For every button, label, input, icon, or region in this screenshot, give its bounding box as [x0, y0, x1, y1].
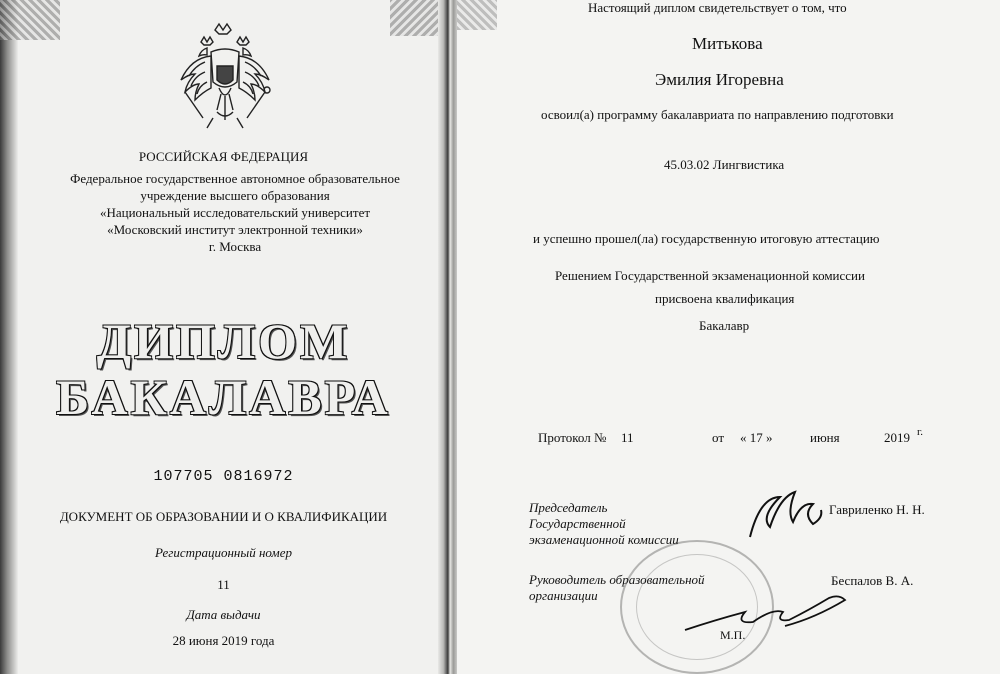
head-signature [680, 590, 850, 640]
double-headed-eagle-icon [175, 22, 275, 140]
diploma-title-line2: БАКАЛАВРА [56, 369, 391, 425]
institution-line: Федеральное государственное автономное образовательное [70, 171, 400, 186]
registration-number: 11 [217, 577, 230, 592]
document-type: ДОКУМЕНТ ОБ ОБРАЗОВАНИИ И О КВАЛИФИКАЦИИ [59, 509, 388, 524]
date-from-label: от [712, 430, 725, 445]
program-mastered-text: освоил(а) программу бакалавриата по направлению подготовки [541, 107, 894, 122]
institution-city: г. Москва [208, 239, 262, 254]
commission-decision: Решением Государственной экзаменационной комиссии [555, 268, 865, 283]
head-title-line: организации [529, 588, 598, 603]
protocol-month: июня [810, 430, 840, 445]
chair-title-line: Председатель [529, 500, 608, 515]
graduate-surname: Митькова [692, 34, 763, 53]
diploma-title-line1: ДИПЛОМ [96, 313, 351, 369]
institution-line: «Московский институт электронной техники» [107, 222, 363, 237]
registration-label: Регистрационный номер [155, 545, 292, 560]
head-title-line: Руководитель образовательной [529, 572, 705, 587]
chair-title-line: экзаменационной комиссии [529, 532, 679, 547]
decorative-corner [0, 0, 60, 40]
left-page [0, 0, 447, 674]
chair-title-line: Государственной [529, 516, 626, 531]
diploma-number: 107705 0816972 [153, 468, 294, 485]
decorative-corner [457, 0, 497, 30]
issue-date-label: Дата выдачи [186, 607, 261, 622]
chair-name: Гавриленко Н. Н. [829, 502, 925, 517]
attestation-text: и успешно прошел(ла) государственную итоговую аттестацию [533, 231, 880, 246]
stamp-label: М.П. [720, 628, 746, 642]
qualification-assigned-label: присвоена квалификация [655, 291, 795, 306]
graduate-name: Эмилия Игоревна [655, 70, 784, 89]
qualification-value: Бакалавр [699, 318, 750, 333]
head-name: Беспалов В. А. [831, 573, 914, 588]
issue-date: 28 июня 2019 года [172, 633, 275, 648]
protocol-label: Протокол № [538, 430, 607, 445]
intro-text: Настоящий диплом свидетельствует о том, что [588, 0, 847, 15]
institution-line: учреждение высшего образования [140, 188, 330, 203]
institution-line: «Национальный исследовательский университет [99, 205, 371, 220]
protocol-year: 2019 [884, 430, 910, 445]
country-name: РОССИЙСКАЯ ФЕДЕРАЦИЯ [138, 149, 309, 164]
program-code: 45.03.02 Лингвистика [664, 157, 785, 172]
protocol-day: « 17 » [740, 430, 773, 445]
protocol-number: 11 [621, 430, 634, 445]
year-suffix: г. [917, 426, 924, 438]
chair-signature [740, 482, 830, 552]
